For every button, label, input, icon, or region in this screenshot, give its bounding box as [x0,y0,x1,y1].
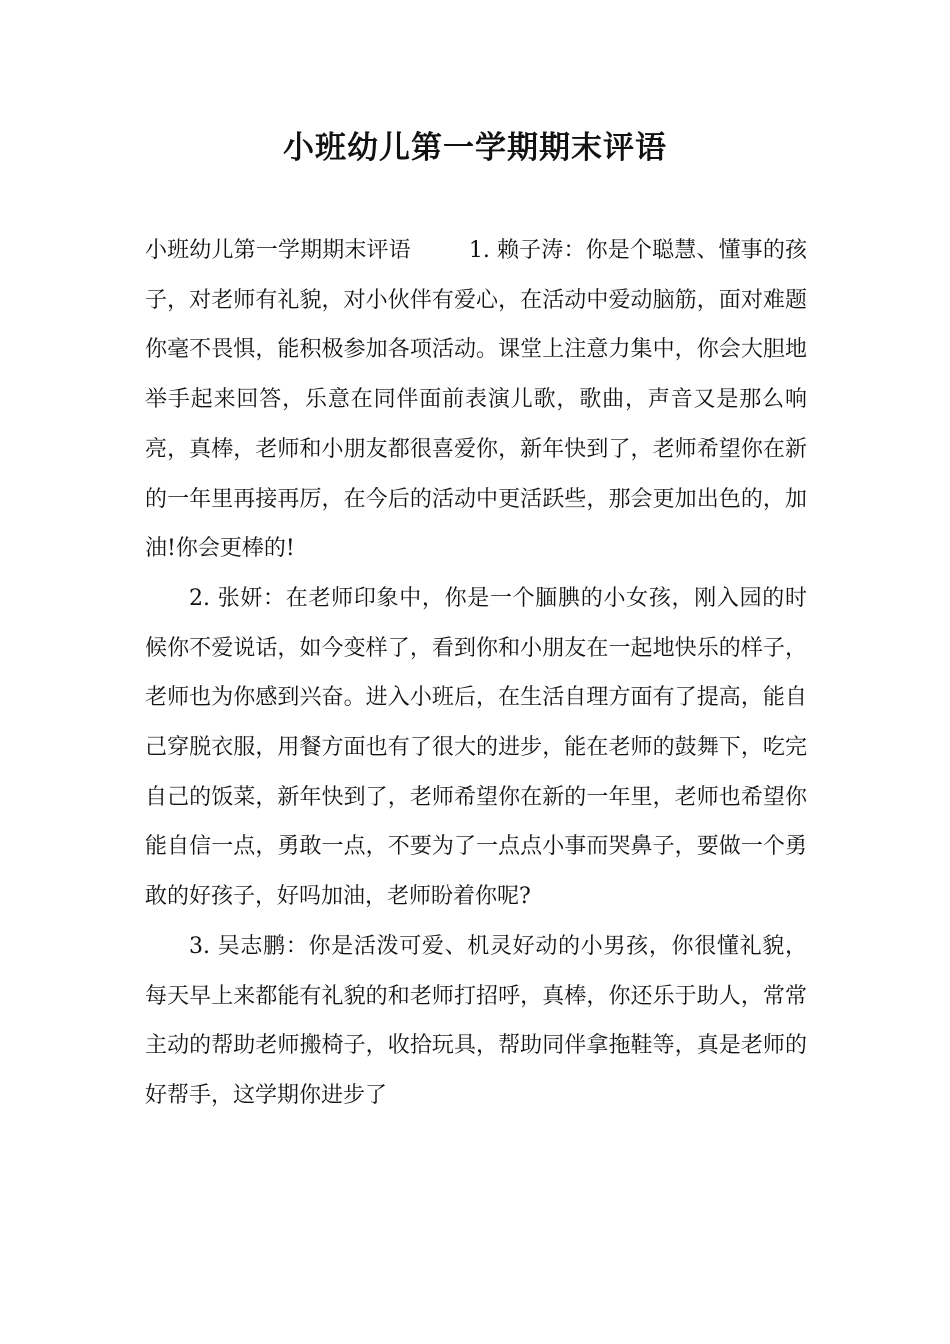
intro-label: 小班幼儿第一学期期末评语 [145,238,411,263]
paragraph-1 [145,226,807,574]
paragraph-1-text: 1. 赖子涛：你是个聪慧、懂事的孩子，对老师有礼貌，对小伙伴有爱心，在活动中爱动脑筋，面对难题你毫不畏惧，能积极参加各项活动。课堂上注意力集中，你会大胆地举手起来回答，乐意在同伴面前表演儿歌，歌曲，声音又是那么响亮，真棒，老师和小朋友都很喜爱你，新年快到了，老师希望你在新的一年里再接再厉，在今后的活动中更活跃些，那会更加出色的，加油!你会更棒的! [145,238,807,562]
document-body [145,226,807,1121]
document-title: 小班幼儿第一学期期末评语 [283,130,667,166]
paragraph-2: 2. 张妍：在老师印象中，你是一个腼腆的小女孩，刚入园的时候你不爱说话，如今变样了，看到你和小朋友在一起地快乐的样子，老师也为你感到兴奋。进入小班后，在生活自理方面有了提高，能自己穿脱衣服，用餐方面也有了很大的进步，能在老师的鼓舞下，吃完自己的饭菜，新年快到了，老师希望你在新的一年里，老师也希望你能自信一点，勇敢一点，不要为了一点点小事而哭鼻子，要做一个勇敢的好孩子，好吗加油，老师盼着你呢? [145,585,807,910]
paragraph-3: 3. 吴志鹏：你是活泼可爱、机灵好动的小男孩，你很懂礼貌，每天早上来都能有礼貌的和老师打招呼，真棒，你还乐于助人，常常主动的帮助老师搬椅子，收拾玩具，帮助同伴拿拖鞋等，真是老师的好帮手，这学期你进步了 [145,933,807,1108]
